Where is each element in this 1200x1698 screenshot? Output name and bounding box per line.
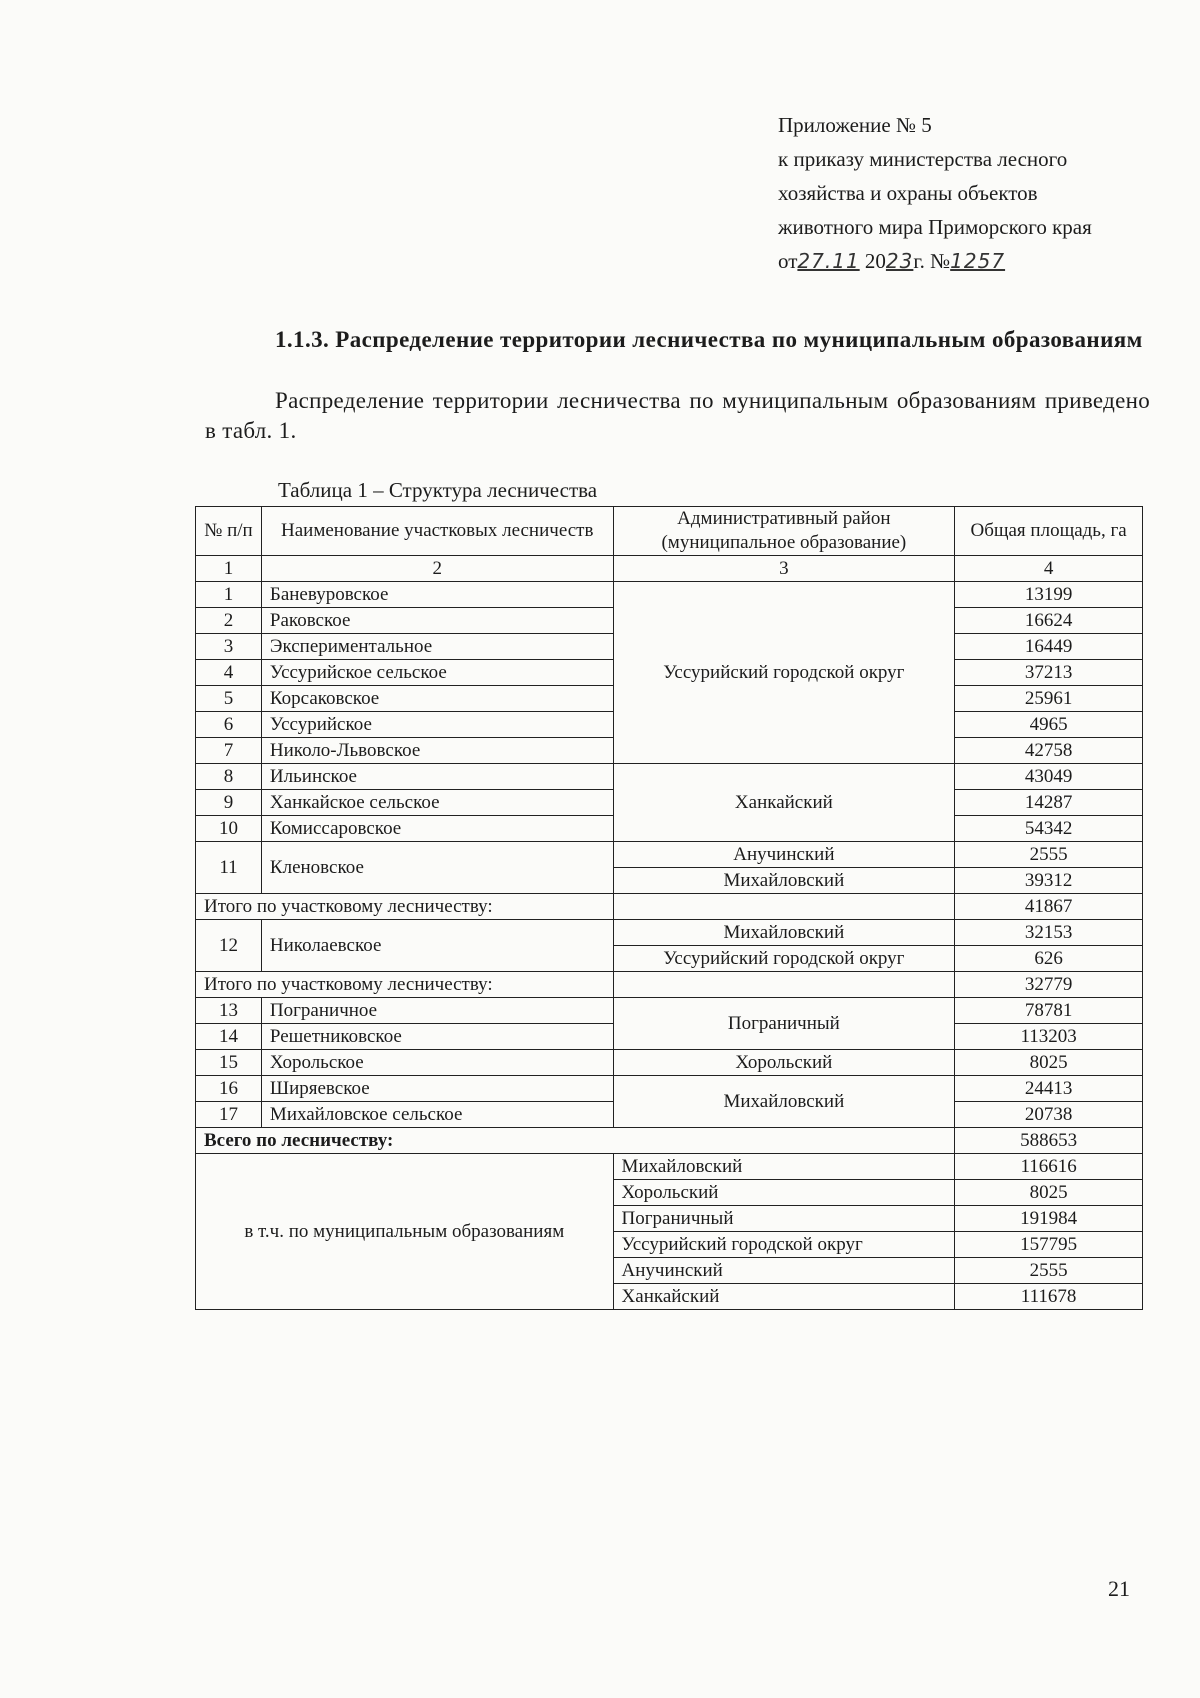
number-prefix: №: [930, 249, 951, 273]
total-label: Всего по лесничеству:: [196, 1128, 955, 1154]
table-row: [196, 998, 1143, 1024]
district-cell: Михайловский: [613, 920, 955, 946]
row-area: 2555: [955, 842, 1143, 868]
row-num: 11: [196, 842, 262, 894]
table-caption: Таблица 1 – Структура лесничества: [278, 478, 598, 502]
header-name: Наименование участковых лесничеств: [261, 507, 613, 556]
row-name: Николаевское: [261, 920, 613, 972]
row-area: 32153: [955, 920, 1143, 946]
row-name: Комиссаровское: [261, 816, 613, 842]
row-area: 37213: [955, 660, 1143, 686]
table-header-row: [196, 507, 1143, 556]
row-num: 6: [196, 712, 262, 738]
table-row: [196, 842, 1143, 868]
subtotal-area: 41867: [955, 894, 1143, 920]
row-name: Уссурийское: [261, 712, 613, 738]
row-area: 16449: [955, 634, 1143, 660]
municipality-name: Михайловский: [613, 1154, 955, 1180]
municipality-area: 116616: [955, 1154, 1143, 1180]
row-num: 4: [196, 660, 262, 686]
year-suffix: г.: [913, 249, 925, 273]
header-district: Административный район (муниципальное образование): [613, 507, 955, 556]
year-prefix: 20: [864, 249, 886, 273]
row-name: Ширяевское: [261, 1076, 613, 1102]
row-num: 17: [196, 1102, 262, 1128]
district-cell: Михайловский: [613, 868, 955, 894]
district-cell: Уссурийский городской округ: [613, 946, 955, 972]
row-area: 42758: [955, 738, 1143, 764]
district-cell: Хорольский: [613, 1050, 955, 1076]
subtotal-row: [196, 972, 1143, 998]
municipality-area: 111678: [955, 1284, 1143, 1310]
row-area: 78781: [955, 998, 1143, 1024]
empty-cell: [613, 894, 955, 920]
row-num: 2: [196, 608, 262, 634]
row-name: Хорольское: [261, 1050, 613, 1076]
row-name: Ханкайское сельское: [261, 790, 613, 816]
column-number-row: [196, 556, 1143, 582]
district-cell: Уссурийский городской округ: [613, 582, 955, 764]
page-number: 21: [1108, 1576, 1130, 1601]
handwritten-number: 1257: [950, 249, 1006, 273]
row-num: 14: [196, 1024, 262, 1050]
municipality-label: в т.ч. по муниципальным образованиям: [196, 1154, 614, 1310]
row-area: 39312: [955, 868, 1143, 894]
district-cell: Анучинский: [613, 842, 955, 868]
column-number: 3: [613, 556, 955, 582]
handwritten-year: 23: [885, 249, 914, 273]
header-area: Общая площадь, га: [955, 507, 1143, 556]
row-num: 10: [196, 816, 262, 842]
row-area: 113203: [955, 1024, 1143, 1050]
row-area: 626: [955, 946, 1143, 972]
row-num: 5: [196, 686, 262, 712]
row-area: 24413: [955, 1076, 1143, 1102]
row-num: 13: [196, 998, 262, 1024]
municipality-name: Пограничный: [613, 1206, 955, 1232]
subtotal-row: [196, 894, 1143, 920]
municipality-name: Уссурийский городской округ: [613, 1232, 955, 1258]
row-name: Раковское: [261, 608, 613, 634]
row-num: 16: [196, 1076, 262, 1102]
row-area: 43049: [955, 764, 1143, 790]
table-row: [196, 764, 1143, 790]
forestry-structure-table: [195, 506, 1143, 1310]
row-name: Решетниковское: [261, 1024, 613, 1050]
table-row: [196, 582, 1143, 608]
row-num: 1: [196, 582, 262, 608]
row-name: Пограничное: [261, 998, 613, 1024]
appendix-line: Приложение № 5: [778, 113, 932, 137]
row-num: 9: [196, 790, 262, 816]
empty-cell: [613, 972, 955, 998]
row-num: 3: [196, 634, 262, 660]
row-area: 4965: [955, 712, 1143, 738]
table-row: [196, 1050, 1143, 1076]
row-name: Экспериментальное: [261, 634, 613, 660]
total-area: 588653: [955, 1128, 1143, 1154]
section-intro: Распределение территории лесничества по муниципальным образованиям приведено в табл. 1.: [205, 388, 1150, 443]
municipality-area: 2555: [955, 1258, 1143, 1284]
district-cell: Михайловский: [613, 1076, 955, 1128]
municipality-area: 191984: [955, 1206, 1143, 1232]
row-area: 14287: [955, 790, 1143, 816]
district-cell: Ханкайский: [613, 764, 955, 842]
row-area: 54342: [955, 816, 1143, 842]
municipality-area: 157795: [955, 1232, 1143, 1258]
section-heading: 1.1.3. Распределение территории лесничества по муниципальным образованиям: [275, 327, 1143, 352]
row-area: 25961: [955, 686, 1143, 712]
subtotal-area: 32779: [955, 972, 1143, 998]
handwritten-date: 27.11: [797, 249, 860, 273]
date-prefix: от: [778, 249, 798, 273]
subtotal-label: Итого по участковому лесничеству:: [196, 894, 614, 920]
subtotal-label: Итого по участковому лесничеству:: [196, 972, 614, 998]
appendix-block: [778, 108, 1168, 278]
header-num: № п/п: [196, 507, 262, 556]
total-row: [196, 1128, 1143, 1154]
row-name: Баневуровское: [261, 582, 613, 608]
row-name: Уссурийское сельское: [261, 660, 613, 686]
row-name: Николо-Львовское: [261, 738, 613, 764]
municipality-area: 8025: [955, 1180, 1143, 1206]
row-name: Михайловское сельское: [261, 1102, 613, 1128]
appendix-line: к приказу министерства лесного: [778, 147, 1068, 171]
table-row: [196, 920, 1143, 946]
district-cell: Пограничный: [613, 998, 955, 1050]
row-area: 16624: [955, 608, 1143, 634]
column-number: 1: [196, 556, 262, 582]
row-area: 13199: [955, 582, 1143, 608]
row-num: 8: [196, 764, 262, 790]
appendix-line: хозяйства и охраны объектов: [778, 181, 1038, 205]
row-num: 15: [196, 1050, 262, 1076]
municipality-name: Хорольский: [613, 1180, 955, 1206]
row-num: 12: [196, 920, 262, 972]
row-name: Ильинское: [261, 764, 613, 790]
column-number: 2: [261, 556, 613, 582]
municipality-row: [196, 1154, 1143, 1180]
table-row: [196, 1076, 1143, 1102]
row-name: Корсаковское: [261, 686, 613, 712]
appendix-date-line: [778, 244, 1168, 278]
row-num: 7: [196, 738, 262, 764]
row-area: 20738: [955, 1102, 1143, 1128]
municipality-name: Ханкайский: [613, 1284, 955, 1310]
row-name: Кленовское: [261, 842, 613, 894]
appendix-line: животного мира Приморского края: [778, 215, 1092, 239]
row-area: 8025: [955, 1050, 1143, 1076]
column-number: 4: [955, 556, 1143, 582]
municipality-name: Анучинский: [613, 1258, 955, 1284]
